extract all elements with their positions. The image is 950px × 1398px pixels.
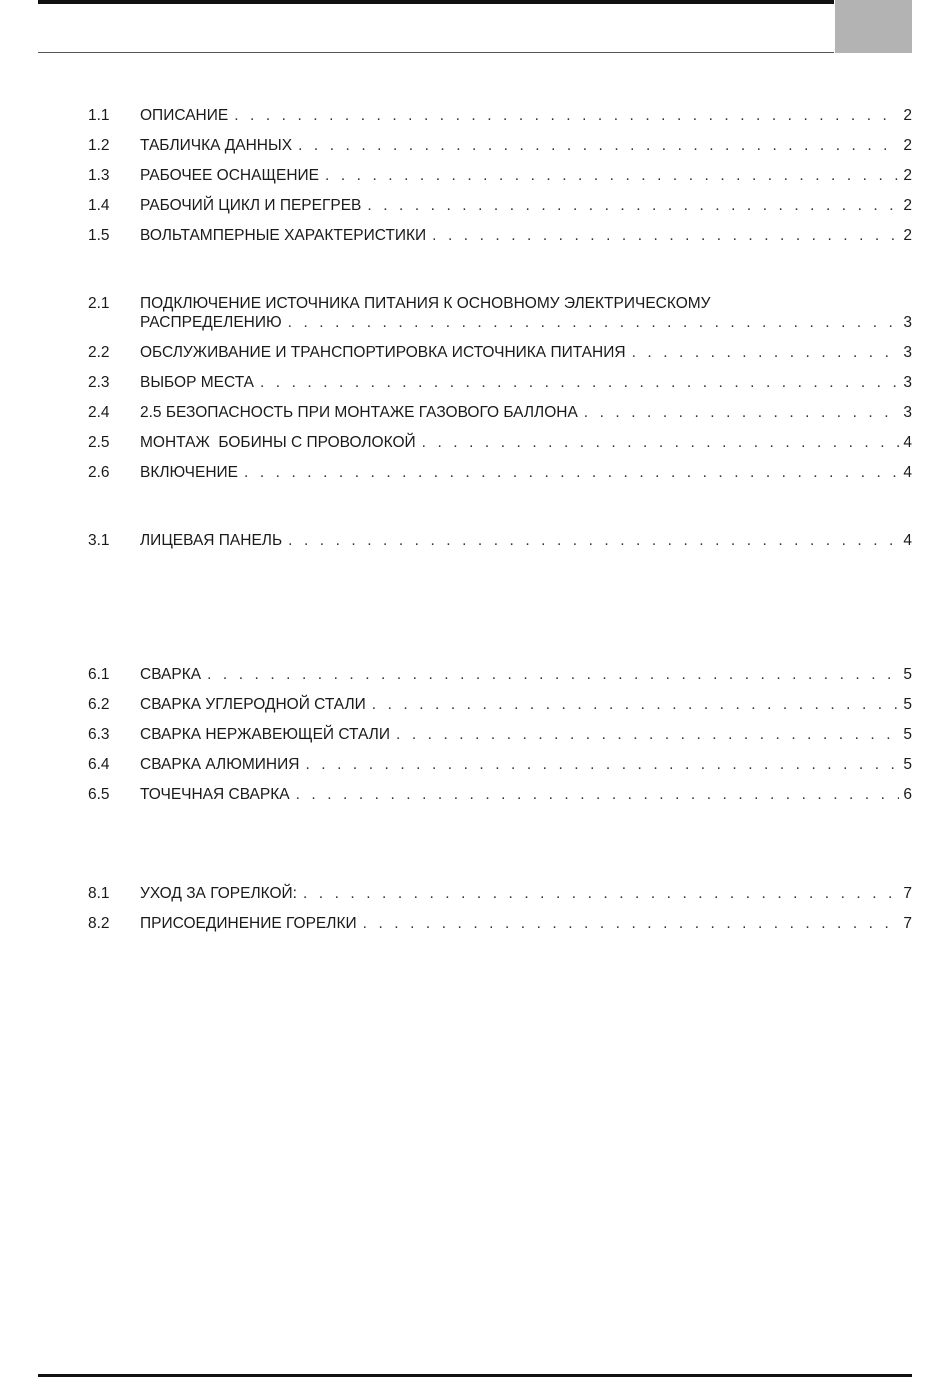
toc-entry[interactable] bbox=[88, 433, 912, 452]
toc-entry[interactable] bbox=[88, 196, 912, 215]
toc-entry-page: 3 bbox=[903, 314, 912, 331]
toc-entry-page: 5 bbox=[903, 726, 912, 743]
toc-entry-title: УХОД ЗА ГОРЕЛКОЙ: bbox=[140, 885, 297, 902]
toc-group-gap bbox=[88, 561, 912, 665]
toc-entry[interactable] bbox=[88, 884, 912, 903]
toc-dot-leader bbox=[396, 725, 899, 744]
toc-entry[interactable] bbox=[88, 725, 912, 744]
toc-entry-page: 3 bbox=[903, 404, 912, 421]
toc-entry-title: СВАРКА bbox=[140, 666, 202, 683]
toc-entry-page: 5 bbox=[903, 756, 912, 773]
toc-entry-number: 6.3 bbox=[88, 726, 110, 743]
toc-dot-leader bbox=[296, 785, 900, 804]
toc-entry[interactable] bbox=[88, 226, 912, 245]
toc-entry-page: 4 bbox=[903, 532, 912, 549]
toc-entry-page: 3 bbox=[903, 344, 912, 361]
toc-dot-leader bbox=[367, 196, 899, 215]
toc-entry-number: 8.1 bbox=[88, 885, 110, 902]
toc-group-gap bbox=[88, 493, 912, 531]
toc-entry-page: 5 bbox=[903, 696, 912, 713]
toc-entry-title: РАСПРЕДЕЛЕНИЮ bbox=[140, 314, 282, 331]
toc-entry-title: СВАРКА АЛЮМИНИЯ bbox=[140, 756, 300, 773]
toc-dot-leader bbox=[244, 463, 899, 482]
toc-entry[interactable] bbox=[88, 403, 912, 422]
toc-entry-number: 2.2 bbox=[88, 344, 110, 361]
toc-dot-leader bbox=[303, 884, 899, 903]
toc-entry[interactable] bbox=[88, 695, 912, 714]
toc-group-5 bbox=[88, 884, 912, 933]
toc-entry-number: 1.4 bbox=[88, 197, 110, 214]
toc-entry-page: 2 bbox=[903, 197, 912, 214]
toc-entry-title: МОНТАЖ БОБИНЫ С ПРОВОЛОКОЙ bbox=[140, 434, 416, 451]
toc-entry-number: 2.4 bbox=[88, 404, 110, 421]
toc-entry-title-line1: ПОДКЛЮЧЕНИЕ ИСТОЧНИКА ПИТАНИЯ К ОСНОВНОМУ ЭЛЕКТРИЧЕСКОМУ bbox=[140, 295, 711, 312]
toc-entry-title: ЛИЦЕВАЯ ПАНЕЛЬ bbox=[140, 532, 283, 549]
toc-entry-title: СВАРКА НЕРЖАВЕЮЩЕЙ СТАЛИ bbox=[140, 726, 390, 743]
toc-entry-title: ТОЧЕЧНАЯ СВАРКА bbox=[140, 786, 290, 803]
toc-entry-title: ВКЛЮЧЕНИЕ bbox=[140, 464, 239, 481]
toc-entry-number: 1.1 bbox=[88, 107, 110, 124]
toc-entry[interactable] bbox=[88, 755, 912, 774]
toc-dot-leader bbox=[260, 373, 899, 392]
toc-entry-page: 5 bbox=[903, 666, 912, 683]
toc-entry-page: 2 bbox=[903, 167, 912, 184]
toc-entry-page: 6 bbox=[903, 786, 912, 803]
toc-entry-page: 4 bbox=[903, 434, 912, 451]
toc-entry[interactable] bbox=[88, 914, 912, 933]
toc-dot-leader bbox=[363, 914, 900, 933]
toc-entry-number: 6.4 bbox=[88, 756, 110, 773]
toc-dot-leader bbox=[305, 755, 899, 774]
toc-group-1 bbox=[88, 106, 912, 245]
toc-group-2 bbox=[88, 294, 912, 482]
toc-entry-page: 2 bbox=[903, 137, 912, 154]
toc-dot-leader bbox=[372, 695, 900, 714]
toc-entry-number: 1.3 bbox=[88, 167, 110, 184]
toc-entry[interactable] bbox=[88, 343, 912, 362]
toc-dot-leader bbox=[288, 313, 900, 332]
toc-entry-number: 2.3 bbox=[88, 374, 110, 391]
toc-entry-title: ТАБЛИЧКА ДАННЫХ bbox=[140, 137, 293, 154]
toc-dot-leader bbox=[432, 226, 899, 245]
toc-group-gap bbox=[88, 256, 912, 294]
toc-entry-page: 3 bbox=[903, 374, 912, 391]
toc-dot-leader bbox=[288, 531, 899, 550]
toc-entry-title: РАБОЧЕЕ ОСНАЩЕНИЕ bbox=[140, 167, 319, 184]
header-rule-thin bbox=[38, 52, 834, 53]
toc-entry[interactable] bbox=[88, 665, 912, 684]
toc-entry-number: 1.2 bbox=[88, 137, 110, 154]
toc-entry-title: ОПИСАНИЕ bbox=[140, 107, 229, 124]
corner-tab bbox=[835, 0, 912, 53]
toc-dot-leader bbox=[584, 403, 900, 422]
toc-entry-number: 2.6 bbox=[88, 464, 110, 481]
table-of-contents bbox=[88, 106, 912, 944]
toc-entry[interactable] bbox=[88, 294, 912, 332]
toc-dot-leader bbox=[298, 136, 899, 155]
toc-entry-number: 8.2 bbox=[88, 915, 110, 932]
toc-dot-leader bbox=[632, 343, 900, 362]
toc-entry[interactable] bbox=[88, 531, 912, 550]
toc-entry-number: 6.1 bbox=[88, 666, 110, 683]
toc-entry-page: 7 bbox=[903, 915, 912, 932]
toc-entry-title: ПРИСОЕДИНЕНИЕ ГОРЕЛКИ bbox=[140, 915, 357, 932]
toc-entry-number: 2.5 bbox=[88, 434, 110, 451]
header-rule-thick bbox=[38, 0, 834, 4]
toc-entry-title: РАБОЧИЙ ЦИКЛ И ПЕРЕГРЕВ bbox=[140, 197, 362, 214]
toc-entry[interactable] bbox=[88, 463, 912, 482]
toc-entry[interactable] bbox=[88, 373, 912, 392]
toc-entry[interactable] bbox=[88, 136, 912, 155]
toc-entry-title: СВАРКА УГЛЕРОДНОЙ СТАЛИ bbox=[140, 696, 366, 713]
toc-group-3 bbox=[88, 531, 912, 550]
toc-entry[interactable] bbox=[88, 166, 912, 185]
toc-entry-title: 2.5 БЕЗОПАСНОСТЬ ПРИ МОНТАЖЕ ГАЗОВОГО БАЛЛОНА bbox=[140, 404, 578, 421]
toc-entry[interactable] bbox=[88, 785, 912, 804]
toc-dot-leader bbox=[422, 433, 900, 452]
toc-entry-number: 6.2 bbox=[88, 696, 110, 713]
toc-entry-title: ВЫБОР МЕСТА bbox=[140, 374, 254, 391]
toc-entry-number: 2.1 bbox=[88, 295, 110, 312]
toc-entry[interactable] bbox=[88, 106, 912, 125]
toc-group-gap bbox=[88, 815, 912, 884]
toc-entry-page: 2 bbox=[903, 227, 912, 244]
toc-entry-page: 7 bbox=[903, 885, 912, 902]
toc-group-4 bbox=[88, 665, 912, 804]
toc-entry-page: 2 bbox=[903, 107, 912, 124]
toc-entry-title: ОБСЛУЖИВАНИЕ И ТРАНСПОРТИРОВКА ИСТОЧНИКА ПИТАНИЯ bbox=[140, 344, 626, 361]
toc-dot-leader bbox=[234, 106, 899, 125]
toc-entry-title: ВОЛЬТАМПЕРНЫЕ ХАРАКТЕРИСТИКИ bbox=[140, 227, 427, 244]
toc-entry-number: 3.1 bbox=[88, 532, 110, 549]
toc-entry-number: 6.5 bbox=[88, 786, 110, 803]
toc-dot-leader bbox=[207, 665, 899, 684]
toc-dot-leader bbox=[325, 166, 899, 185]
footer-rule bbox=[38, 1374, 912, 1377]
toc-entry-number: 1.5 bbox=[88, 227, 110, 244]
toc-entry-page: 4 bbox=[903, 464, 912, 481]
